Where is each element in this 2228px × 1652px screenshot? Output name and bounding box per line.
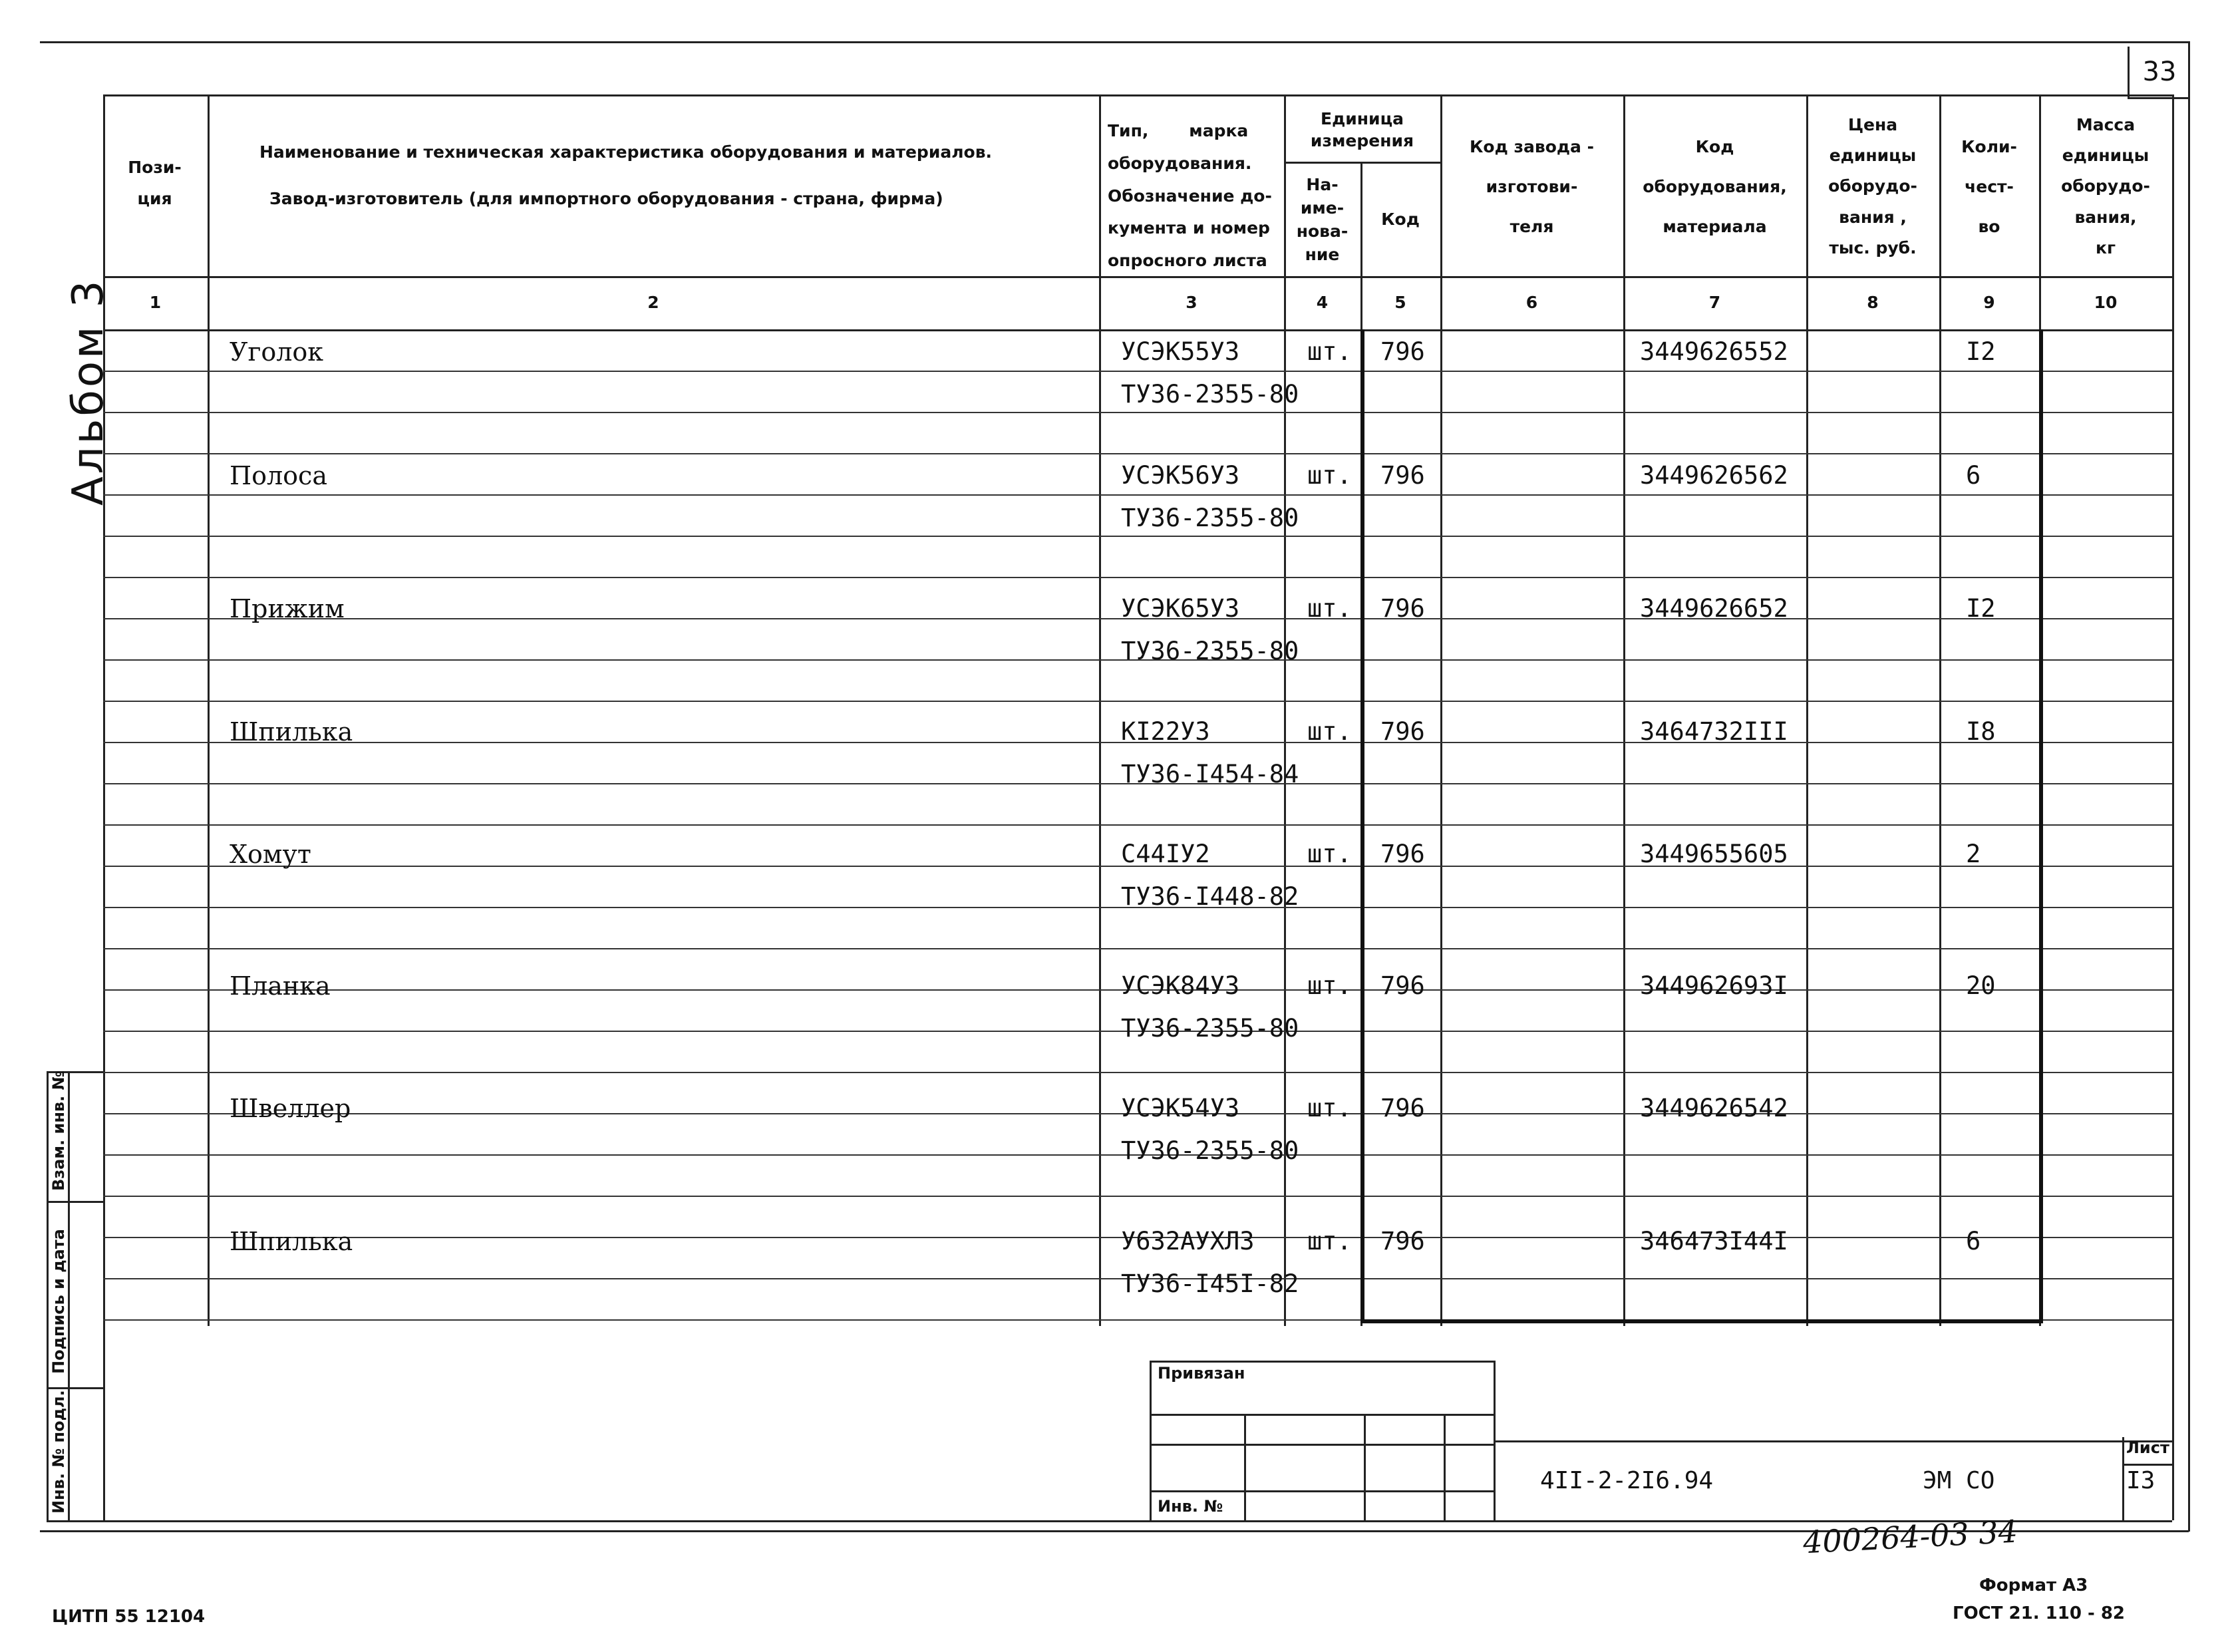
row-name: Уголок [230,337,324,367]
column-number-1: 1 [149,293,162,313]
stamp-col-0 [1244,1414,1246,1520]
row-equipment-code: 3449626552 [1640,337,1788,366]
bold-border-right [2039,329,2043,1319]
stamp-doc-code: 4II-2-2I6.94 [1540,1467,1714,1494]
row-quantity: I2 [1966,337,1996,366]
row-equipment-code: 3449626542 [1640,1094,1788,1122]
row-quantity: I8 [1966,717,1996,746]
sheet-number-top: 33 [2128,47,2189,99]
footer-format: Формат А3 [1979,1575,2088,1595]
frame-right-lower [2172,1326,2174,1520]
row-quantity: 6 [1966,1227,1981,1255]
side-label-podpis: Подпись и дата [49,1229,68,1374]
row-quantity: 20 [1966,971,1996,1000]
side-stamp-left [47,1071,49,1520]
side-stamp-bottom [47,1520,103,1522]
row-unit: шт. [1307,717,1352,746]
row-doc: ТУ36-2355-80 [1121,380,1299,409]
footer-tsitp: ЦИТП 55 12104 [52,1607,206,1627]
row-unit: шт. [1307,1227,1352,1255]
numbers-bottom-line [103,329,2172,331]
row-equipment-code: 3464732III [1640,717,1788,746]
header-type-l2: оборудования. [1108,153,1252,173]
stamp-inv-no: Инв. № [1158,1497,1223,1516]
row-name: Швеллер [230,1094,351,1123]
column-number-7: 7 [1708,293,1721,313]
bold-border-bottom [1360,1319,2043,1323]
row-quantity: 6 [1966,461,1981,490]
row-unit-code: 796 [1380,971,1425,1000]
row-type: У632АУХЛ3 [1121,1227,1255,1255]
top-border [40,41,2189,43]
header-unit-code: Код [1381,210,1420,230]
row-equipment-code: 346473I44I [1640,1227,1788,1255]
stamp-top [1150,1361,1494,1363]
row-unit-code: 796 [1380,840,1425,868]
column-number-4: 4 [1316,293,1329,313]
row-unit: шт. [1307,1094,1352,1122]
row-line [103,412,2172,413]
footer-gost: ГОСТ 21. 110 - 82 [1953,1603,2125,1623]
row-equipment-code: 3449626652 [1640,594,1788,623]
row-unit-code: 796 [1380,1094,1425,1122]
album-label: Альбом 3 [64,277,113,506]
row-line [103,824,2172,826]
row-doc: ТУ36-I45I-82 [1121,1269,1299,1298]
row-type: УСЭК84У3 [1121,971,1240,1000]
column-number-10: 10 [2094,293,2118,313]
row-line [103,577,2172,578]
row-line [103,453,2172,454]
row-type: С44IУ2 [1121,840,1210,868]
row-type: УСЭК55У3 [1121,337,1240,366]
side-label-inv: Инв. № подл. [49,1390,68,1514]
row-unit: шт. [1307,337,1352,366]
row-name: Планка [230,971,331,1001]
stamp-list-label: Лист [2126,1438,2169,1457]
column-number-8: 8 [1867,293,1879,313]
row-unit-code: 796 [1380,1227,1425,1255]
row-line [103,371,2172,372]
header-type-l5: опросного листа [1108,251,1267,270]
header-name-line1: Наименование и техническая характеристика оборудования и материалов. [259,142,993,162]
row-line [103,948,2172,949]
row-line [103,494,2172,496]
row-doc: ТУ36-2355-80 [1121,637,1299,665]
row-name: Полоса [230,461,327,490]
row-line [103,1196,2172,1197]
stamp-row1 [1150,1414,1494,1416]
header-unit-group: Единица измерения [1310,109,1414,150]
row-equipment-code: 344962693I [1640,971,1788,1000]
doc-block-top [1494,1440,2172,1442]
stamp-left [1150,1361,1152,1520]
row-quantity: I2 [1966,594,1996,623]
header-type-l1: Тип, марка [1108,121,1249,140]
row-line [103,536,2172,537]
row-type: УСЭК65У3 [1121,594,1240,623]
header-equipment-code: Код оборудования, материала [1643,136,1787,236]
row-quantity: 2 [1966,840,1981,868]
row-unit-code: 796 [1380,594,1425,623]
frame-left-lower [103,1326,105,1520]
side-label-vzam: Взам. инв. № [49,1071,68,1191]
header-mass: Масса единицы оборудо- вания, кг [2061,114,2150,257]
row-unit: шт. [1307,840,1352,868]
row-doc: ТУ36-I448-82 [1121,882,1299,911]
list-block-mid [2122,1464,2172,1466]
row-unit-code: 796 [1380,337,1425,366]
column-number-6: 6 [1525,293,1538,313]
header-unit-name: На- име- нова- ние [1296,175,1349,264]
row-type: УСЭК54У3 [1121,1094,1240,1122]
row-unit: шт. [1307,461,1352,490]
header-plant-code: Код завода - изготови- теля [1469,136,1595,236]
row-type: УСЭК56У3 [1121,461,1240,490]
header-quantity: Коли- чест- во [1961,136,2017,236]
header-type-l3: Обозначение до- [1108,186,1272,206]
row-name: Шпилька [230,717,353,746]
column-number-2: 2 [647,293,659,313]
row-doc: ТУ36-2355-80 [1121,1014,1299,1043]
header-price: Цена единицы оборудо- вания , тыс. руб. [1828,114,1917,257]
stamp-row2 [1150,1444,1494,1446]
row-unit: шт. [1307,594,1352,623]
column-number-3: 3 [1186,293,1197,313]
row-unit-code: 796 [1380,717,1425,746]
side-stamp-div2 [47,1387,103,1389]
header-position: Пози- ция [128,157,182,208]
stamp-col-2 [1444,1414,1446,1520]
row-name: Хомут [230,840,311,869]
stamp-doc-mark: ЭМ СО [1923,1467,1995,1494]
row-name: Шпилька [230,1227,353,1256]
list-block-left [2122,1437,2124,1520]
column-number-9: 9 [1983,293,1995,313]
side-stamp-div1 [47,1201,103,1203]
row-unit-code: 796 [1380,461,1425,490]
bold-border-left [1360,329,1364,1319]
row-doc: ТУ36-2355-80 [1121,504,1299,532]
right-border [2188,41,2190,1532]
side-stamp-inner [68,1071,70,1520]
row-doc: ТУ36-2355-80 [1121,1136,1299,1165]
table-top-line [103,94,2172,96]
row-equipment-code: 3449626562 [1640,461,1788,490]
handwritten-number: 400264-03 34 [1802,1513,2019,1561]
column-line-10 [2172,94,2174,1326]
row-doc: ТУ36-I454-84 [1121,760,1299,788]
header-type [1108,115,1272,277]
stamp-col-1 [1364,1414,1366,1520]
stamp-privyazan: Привязан [1158,1364,1245,1383]
stamp-row3 [1150,1490,1494,1492]
row-type: КI22У3 [1121,717,1210,746]
header-name-line2: Завод-изготовитель (для импортного оборудования - страна, фирма) [269,189,943,208]
row-unit: шт. [1307,971,1352,1000]
row-equipment-code: 3449655605 [1640,840,1788,868]
stamp-list-no: I3 [2126,1467,2155,1494]
column-number-5: 5 [1394,293,1406,313]
row-line [103,1072,2172,1073]
header-type-l4: кумента и номер [1108,218,1270,238]
row-line [103,701,2172,702]
row-name: Прижим [230,594,345,623]
